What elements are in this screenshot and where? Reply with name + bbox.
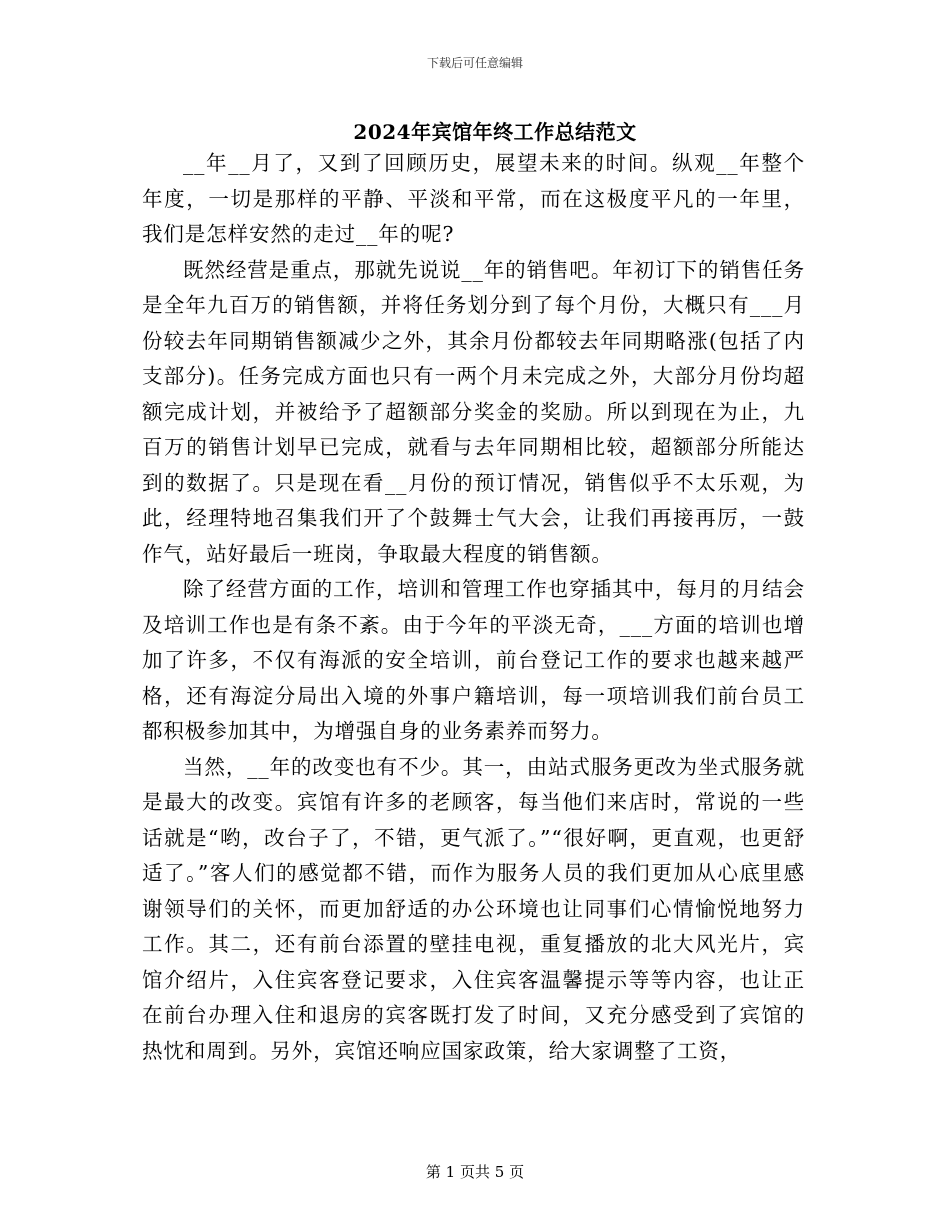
header-note: 下载后可任意编辑 xyxy=(426,56,523,70)
paragraph-2: 既然经营是重点，那就先说说__年的销售吧。年初订下的销售任务是全年九百万的销售额，并将任务划分到了每个月份，大概只有___月份较去年同期销售额减少之外，其余月份都较去年同期略涨(包括了内支部分)。任务完成方面也只有一两个月未完成之外，大部分月份均超额完成计划，并被给予了超额部分奖金的奖励。所以到现在为止，九百万的销售计划早已完成，就看与去年同期相比较，超额部分所能达到的数据了。只是现在看__月份的预订情况，销售似乎不太乐观，为此，经理特地召集我们开了个鼓舞士气大会，让我们再接再厉，一鼓作气，站好最后一班岗，争取最大程度的销售额。 xyxy=(142,257,805,566)
page-number: 第 1 页共 5 页 xyxy=(425,1163,525,1181)
document-body xyxy=(142,146,805,1069)
paragraph-1: __年__月了，又到了回顾历史，展望未来的时间。纵观__年整个年度，一切是那样的平静、平淡和平常，而在这极度平凡的一年里，我们是怎样安然的走过__年的呢? xyxy=(142,151,805,246)
paragraph-4: 当然，__年的改变也有不少。其一，由站式服务更改为坐式服务就是最大的改变。宾馆有许多的老顾客，每当他们来店时，常说的一些话就是“哟，改台子了，不错，更气派了。”“很好啊，更直观，也更舒适了。”客人们的感觉都不错，而作为服务人员的我们更加从心底里感谢领导们的关怀，而更加舒适的办公环境也让同事们心情愉悦地努力工作。其二，还有前台添置的壁挂电视，重复播放的北大风光片，宾馆介绍片，入住宾客登记要求，入住宾客温馨提示等等内容，也让正在前台办理入住和退房的宾客既打发了时间，又充分感受到了宾馆的热忱和周到。另外，宾馆还响应国家政策，给大家调整了工资， xyxy=(142,754,805,1063)
document-title: 2024年宾馆年终工作总结范文 xyxy=(353,120,637,144)
paragraph-3: 除了经营方面的工作，培训和管理工作也穿插其中，每月的月结会及培训工作也是有条不紊。由于今年的平淡无奇，___方面的培训也增加了许多，不仅有海派的安全培训，前台登记工作的要求也越来越严格，还有海淀分局出入境的外事户籍培训，每一项培训我们前台员工都积极参加其中，为增强自身的业务素养而努力。 xyxy=(142,577,805,743)
